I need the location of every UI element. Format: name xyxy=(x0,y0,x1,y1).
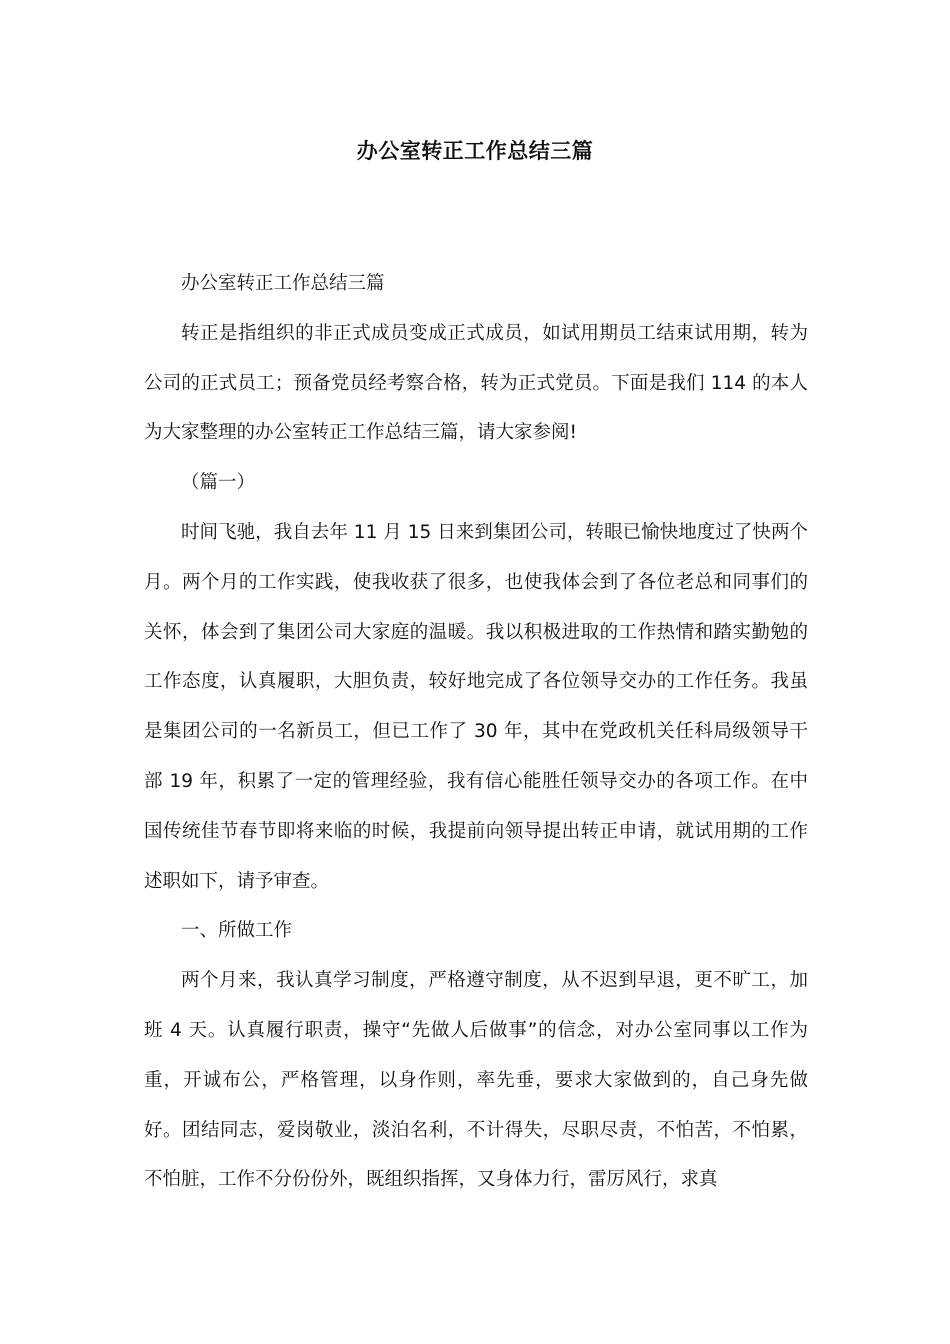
paragraph-subtitle: 办公室转正工作总结三篇 xyxy=(181,273,385,294)
document-body xyxy=(144,259,808,1205)
paragraph-body: 时间飞驰，我自去年 11 月 15 日来到集团公司，转眼已愉快地度过了快两个月。两个月的工作实践，使我收获了很多，也使我体会到了各位老总和同事们的关怀，体会到了集团公司大家庭的温暖。我以积极进取的工作热情和踏实勤勉的工作态度，认真履职，大胆负责，较好地完成了各位领导交办的工作任务。我虽是集团公司的一名新员工，但已工作了 30 年，其中在党政机关任科局级领导干部 19 年，积累了一定的管理经验，我有信心能胜任领导交办的各项工作。在中国传统佳节春节即将来临的时候，我提前向领导提出转正申请，就试用期的工作述职如下，请予审查。 xyxy=(144,521,808,892)
paragraph-body: 两个月来，我认真学习制度，严格遵守制度，从不迟到早退，更不旷工，加班 4 天。认真履行职责，操守“先做人后做事”的信念，对办公室同事以工作为重，开诚布公，严格管理，以身作则，率先垂，要求大家做到的，自己身先做好。团结同志，爱岗敬业，淡泊名利，不计得失，尽职尽责，不怕苦，不怕累，不怕脏，工作不分份份外，既组织指挥，又身体力行，雷厉风行，求真 xyxy=(144,970,808,1191)
document-title: 办公室转正工作总结三篇 xyxy=(356,139,594,163)
paragraph-heading: 一、所做工作 xyxy=(181,920,293,942)
paragraph-section-label: （篇一） xyxy=(181,472,256,494)
paragraph-intro: 转正是指组织的非正式成员变成正式成员，如试用期员工结束试用期，转为公司的正式员工；预备党员经考察合格，转为正式党员。下面是我们 114 的本人为大家整理的办公室转正工作总结三篇，请大家参阅! xyxy=(144,322,808,444)
